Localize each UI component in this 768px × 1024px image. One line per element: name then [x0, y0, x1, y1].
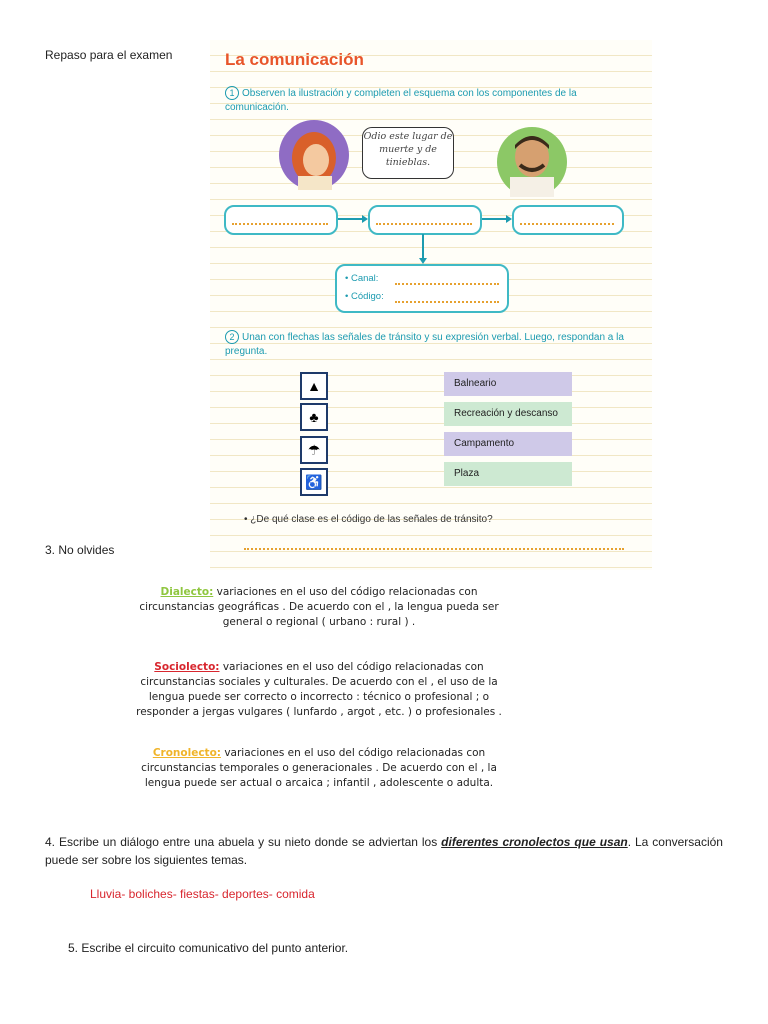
question-2	[225, 330, 630, 359]
question-1-number: 1	[225, 86, 239, 100]
label-recreacion[interactable]: Recreación y descanso	[444, 402, 572, 426]
sociolecto-text: variaciones en el uso del código relacionadas con circunstancias sociales y culturales. De acuerdo con el , el uso de la lengua puede ser correcto o incorrecto : técnico o profesional ; o responder a jergas vulgares ( lunfardo , argot , etc. ) o profesionales .	[136, 661, 502, 718]
question-1-text: Observen la ilustración y completen el esquema con los componentes de la comunicación.	[225, 88, 577, 113]
cronolecto-text: variaciones en el uso del código relacionadas con circunstancias temporales o generacionales . De acuerdo con el , la lengua puede ser actual o arcaica ; infantil , adolescente o adulta.	[141, 747, 497, 789]
worksheet-title: La comunicación	[225, 50, 364, 69]
traffic-code-question: • ¿De qué clase es el código de las señales de tránsito?	[244, 514, 493, 525]
man-illustration-icon	[496, 125, 568, 199]
sociolecto-term: Sociolecto:	[154, 661, 220, 673]
section-3-title: 3. No olvides	[45, 543, 115, 557]
topics-list: Lluvia- boliches- fiestas- deportes- comida	[90, 887, 315, 901]
question-2-text: Unan con flechas las señales de tránsito y su expresión verbal. Luego, respondan a la pregunta.	[225, 332, 624, 357]
dialecto-text: variaciones en el uso del código relacionadas con circunstancias geográficas . De acuerdo con el , la lengua pueda ser general o regional ( urbano : rural ) .	[139, 586, 499, 628]
question-4-text-pre: 4. Escribe un diálogo entre una abuela y su nieto donde se adviertan los	[45, 835, 442, 849]
label-balneario[interactable]: Balneario	[444, 372, 572, 396]
tree-icon: ♣	[300, 403, 328, 431]
beach-umbrella-icon: ☂	[300, 436, 328, 464]
answer-line[interactable]	[244, 548, 624, 550]
cronolecto-term: Cronolecto:	[152, 747, 221, 759]
codigo-label: • Código:	[345, 291, 384, 302]
question-4-text-post: . La conversación puede ser sobre los siguientes temas.	[45, 835, 723, 867]
question-4-emphasis: diferentes cronolectos que usan	[441, 835, 628, 849]
worksheet-image	[210, 40, 652, 570]
question-2-number: 2	[225, 330, 239, 344]
sociolecto-note	[124, 660, 514, 720]
question-4	[45, 833, 723, 869]
canal-codigo-box[interactable]	[335, 264, 509, 313]
dialecto-note	[124, 585, 514, 630]
dialecto-term: Dialecto:	[160, 586, 214, 598]
doc-header: Repaso para el examen	[45, 48, 173, 62]
flow-arrows	[210, 200, 652, 270]
woman-illustration-icon	[278, 118, 350, 192]
canal-label: • Canal:	[345, 273, 379, 284]
speech-bubble: Odio este lugar de muerte y de tinieblas.	[362, 127, 454, 179]
cronolecto-note	[124, 746, 514, 791]
label-plaza[interactable]: Plaza	[444, 462, 572, 486]
question-5: 5. Escribe el circuito comunicativo del punto anterior.	[68, 941, 349, 955]
bench-icon: ♿	[300, 468, 328, 496]
label-campamento[interactable]: Campamento	[444, 432, 572, 456]
question-1	[225, 86, 630, 115]
tent-icon: ▲	[300, 372, 328, 400]
